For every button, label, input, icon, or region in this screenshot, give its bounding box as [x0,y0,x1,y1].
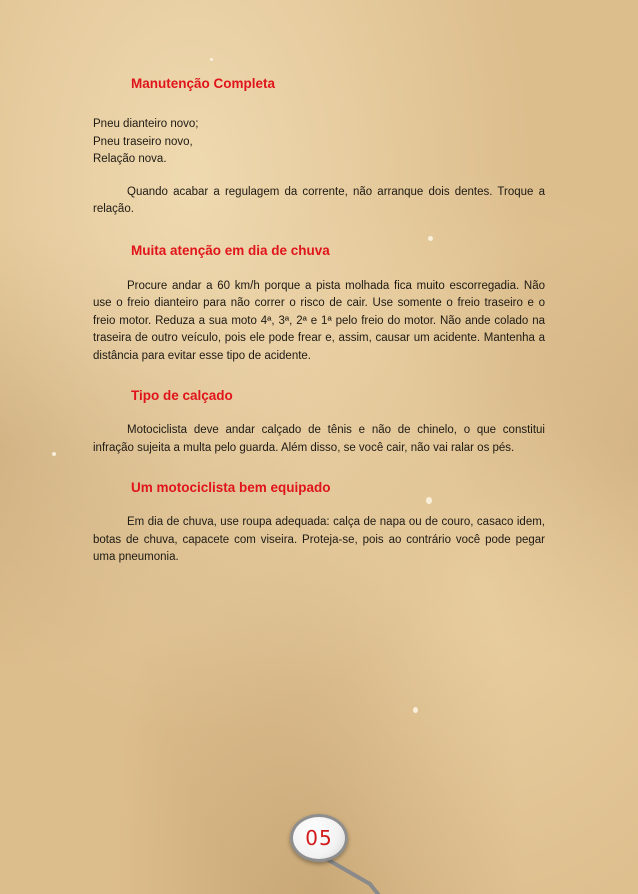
texture-speck [210,58,213,61]
section-heading: Tipo de calçado [131,388,233,403]
section-chuva [93,241,545,366]
document-content [93,74,545,567]
section-manutencao [93,74,545,219]
section-paragraph: Procure andar a 60 km/h porque a pista molhada fica muito escorregadia. Não use o freio dianteiro para não correr o risco de cair. Use somente o freio traseiro e o freio motor. Reduza a sua moto 4ª, 3ª, 2ª e 1ª pelo freio do motor. Não ande colado na traseira de outro veículo, pois ele pode frear e, assim, causar um acidente. Mantenha a distância para evitar esse tipo de acidente. [93,279,545,362]
list-item: Relação nova. [93,153,167,165]
list-item: Pneu dianteiro novo; [93,118,199,130]
section-heading: Um motociclista bem equipado [131,480,331,495]
texture-speck [413,707,418,713]
section-heading: Muita atenção em dia de chuva [131,242,330,258]
list-item: Pneu traseiro novo, [93,135,193,148]
section-calcado [93,386,545,457]
section-paragraph: Motociclista deve andar calçado de tênis e não de chinelo, o que constitui infração sujeita a multa pelo guarda. Além disso, se você cair, não vai ralar os pés. [93,424,545,454]
section-paragraph: Quando acabar a regulagem da corrente, não arranque dois dentes. Troque a relação. [93,185,545,215]
parts-list [93,116,545,169]
texture-speck [52,452,56,456]
page-number-badge: 05 [290,814,348,862]
section-equipado [93,478,545,567]
section-heading: Manutenção Completa [131,76,276,91]
section-paragraph: Em dia de chuva, use roupa adequada: calça de napa ou de couro, casaco idem, botas de chuva, capacete com viseira. Proteja-se, pois ao contrário você pode pegar uma pneumonia. [93,516,545,563]
